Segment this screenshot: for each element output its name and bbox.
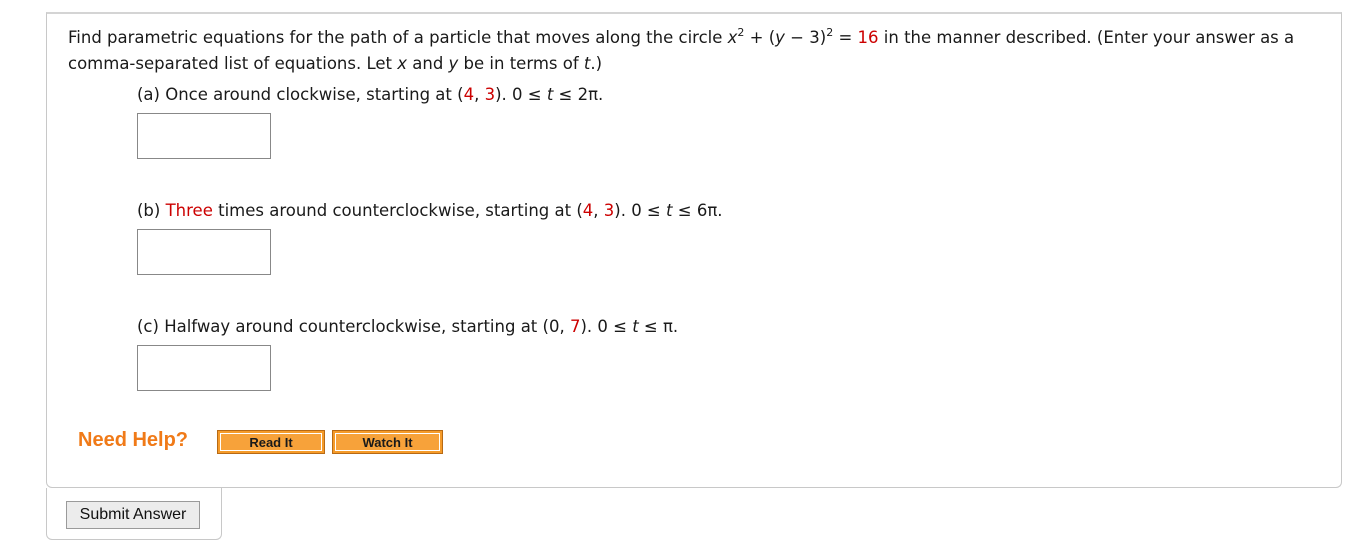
part-b-mid: times around counterclockwise, starting at (	[212, 201, 583, 220]
part-c-prefix: (c) Halfway around counterclockwise, starting at (0,	[137, 317, 570, 336]
part-b-t: t	[666, 201, 673, 220]
submit-answer-button[interactable]: Submit Answer	[66, 501, 200, 529]
var-t: t	[583, 54, 591, 73]
part-b-range: ≤ 6π.	[672, 201, 723, 220]
exponent: 2	[737, 26, 745, 39]
question-text	[68, 25, 1308, 77]
read-it-button[interactable]	[217, 430, 325, 454]
part-b-count: Three	[165, 201, 213, 220]
part-c-text	[137, 317, 678, 336]
part-c-answer-input[interactable]	[137, 345, 271, 391]
equation-three: 3	[809, 28, 820, 47]
part-a-t: t	[546, 85, 554, 104]
equation-y: y	[775, 28, 785, 47]
read-it-label: Read It	[220, 433, 322, 451]
equation-minus: −	[784, 28, 810, 47]
part-a-prefix: (a) Once around clockwise, starting at (	[137, 85, 464, 104]
equation-plus: + (	[744, 28, 776, 47]
question-instructions-2: be in terms of	[458, 54, 584, 73]
part-a-sep: ,	[474, 85, 485, 104]
part-c-t: t	[632, 317, 639, 336]
part-c-y-coord: 7	[569, 317, 581, 336]
exponent: 2	[826, 26, 834, 39]
equation-equals: =	[833, 28, 858, 47]
need-help-label: Need Help?	[78, 429, 189, 451]
part-a-x-coord: 4	[463, 85, 475, 104]
watch-it-button[interactable]	[332, 430, 443, 454]
part-a-suffix: ). 0 ≤	[495, 85, 547, 104]
part-a-range: ≤ 2π.	[553, 85, 604, 104]
part-c-suffix: ). 0 ≤	[580, 317, 633, 336]
part-a-text	[137, 85, 603, 104]
question-end: .)	[590, 54, 603, 73]
part-b-sep: ,	[593, 201, 604, 220]
and-word: and	[407, 54, 449, 73]
part-a-y-coord: 3	[484, 85, 496, 104]
var-y: y	[448, 54, 459, 73]
question-instructions: in the manner described. (Enter your answer as a comma-separated list of equations. Let	[68, 28, 1295, 73]
var-x: x	[397, 54, 407, 73]
equation-radius-squared: 16	[857, 28, 879, 47]
part-b-y-coord: 3	[603, 201, 615, 220]
equation-x: x	[727, 28, 738, 47]
part-b-suffix: ). 0 ≤	[614, 201, 667, 220]
watch-it-label: Watch It	[335, 433, 440, 451]
part-a-answer-input[interactable]	[137, 113, 271, 159]
part-c-range: ≤ π.	[638, 317, 679, 336]
equation-close: )	[819, 28, 827, 47]
part-b-prefix: (b)	[137, 201, 166, 220]
part-b-answer-input[interactable]	[137, 229, 271, 275]
part-b-text	[137, 201, 723, 220]
question-intro: Find parametric equations for the path of a particle that moves along the circle	[68, 28, 728, 47]
part-b-x-coord: 4	[582, 201, 594, 220]
